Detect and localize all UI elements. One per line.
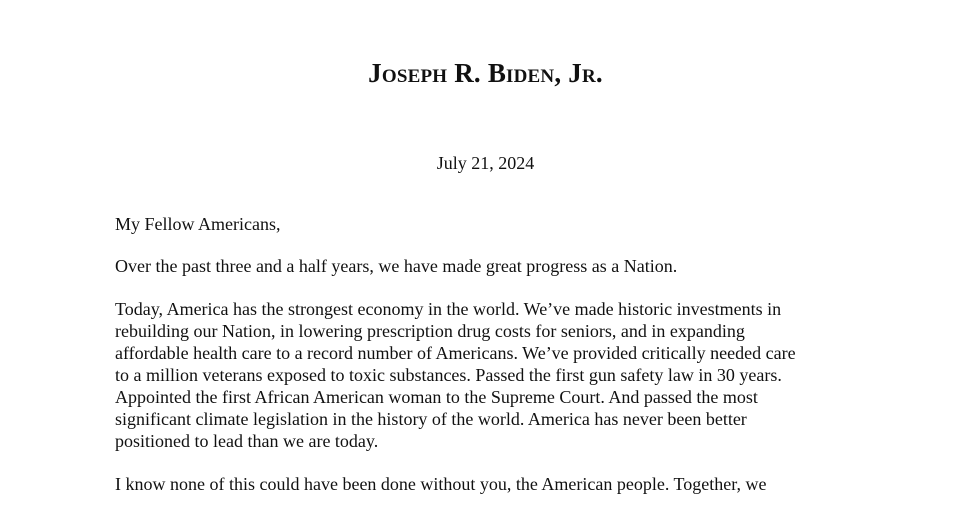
letter-body bbox=[115, 213, 855, 495]
paragraph-line: to a million veterans exposed to toxic substances. Passed the first gun safety law in 30 years. bbox=[115, 365, 782, 385]
paragraph-3 bbox=[115, 473, 855, 495]
paragraph-2 bbox=[115, 298, 855, 452]
salutation: My Fellow Americans, bbox=[115, 214, 281, 234]
paragraph-line: positioned to lead than we are today. bbox=[115, 431, 379, 451]
paragraph-line: significant climate legislation in the history of the world. America has never been better bbox=[115, 409, 747, 429]
paragraph-line: rebuilding our Nation, in lowering prescription drug costs for seniors, and in expanding bbox=[115, 321, 745, 341]
letterhead: Joseph R. Biden, Jr. bbox=[368, 58, 603, 88]
letter-date: July 21, 2024 bbox=[436, 153, 535, 173]
paragraph-line: I know none of this could have been done without you, the American people. Together, we bbox=[115, 474, 767, 494]
paragraph-line: affordable health care to a record number of Americans. We’ve provided critically needed care bbox=[115, 343, 796, 363]
paragraph-line: Today, America has the strongest economy in the world. We’ve made historic investments in bbox=[115, 299, 782, 319]
paragraph-1 bbox=[115, 255, 855, 277]
paragraph-line: Over the past three and a half years, we have made great progress as a Nation. bbox=[115, 256, 678, 276]
paragraph-line: Appointed the first African American woman to the Supreme Court. And passed the most bbox=[115, 387, 758, 407]
